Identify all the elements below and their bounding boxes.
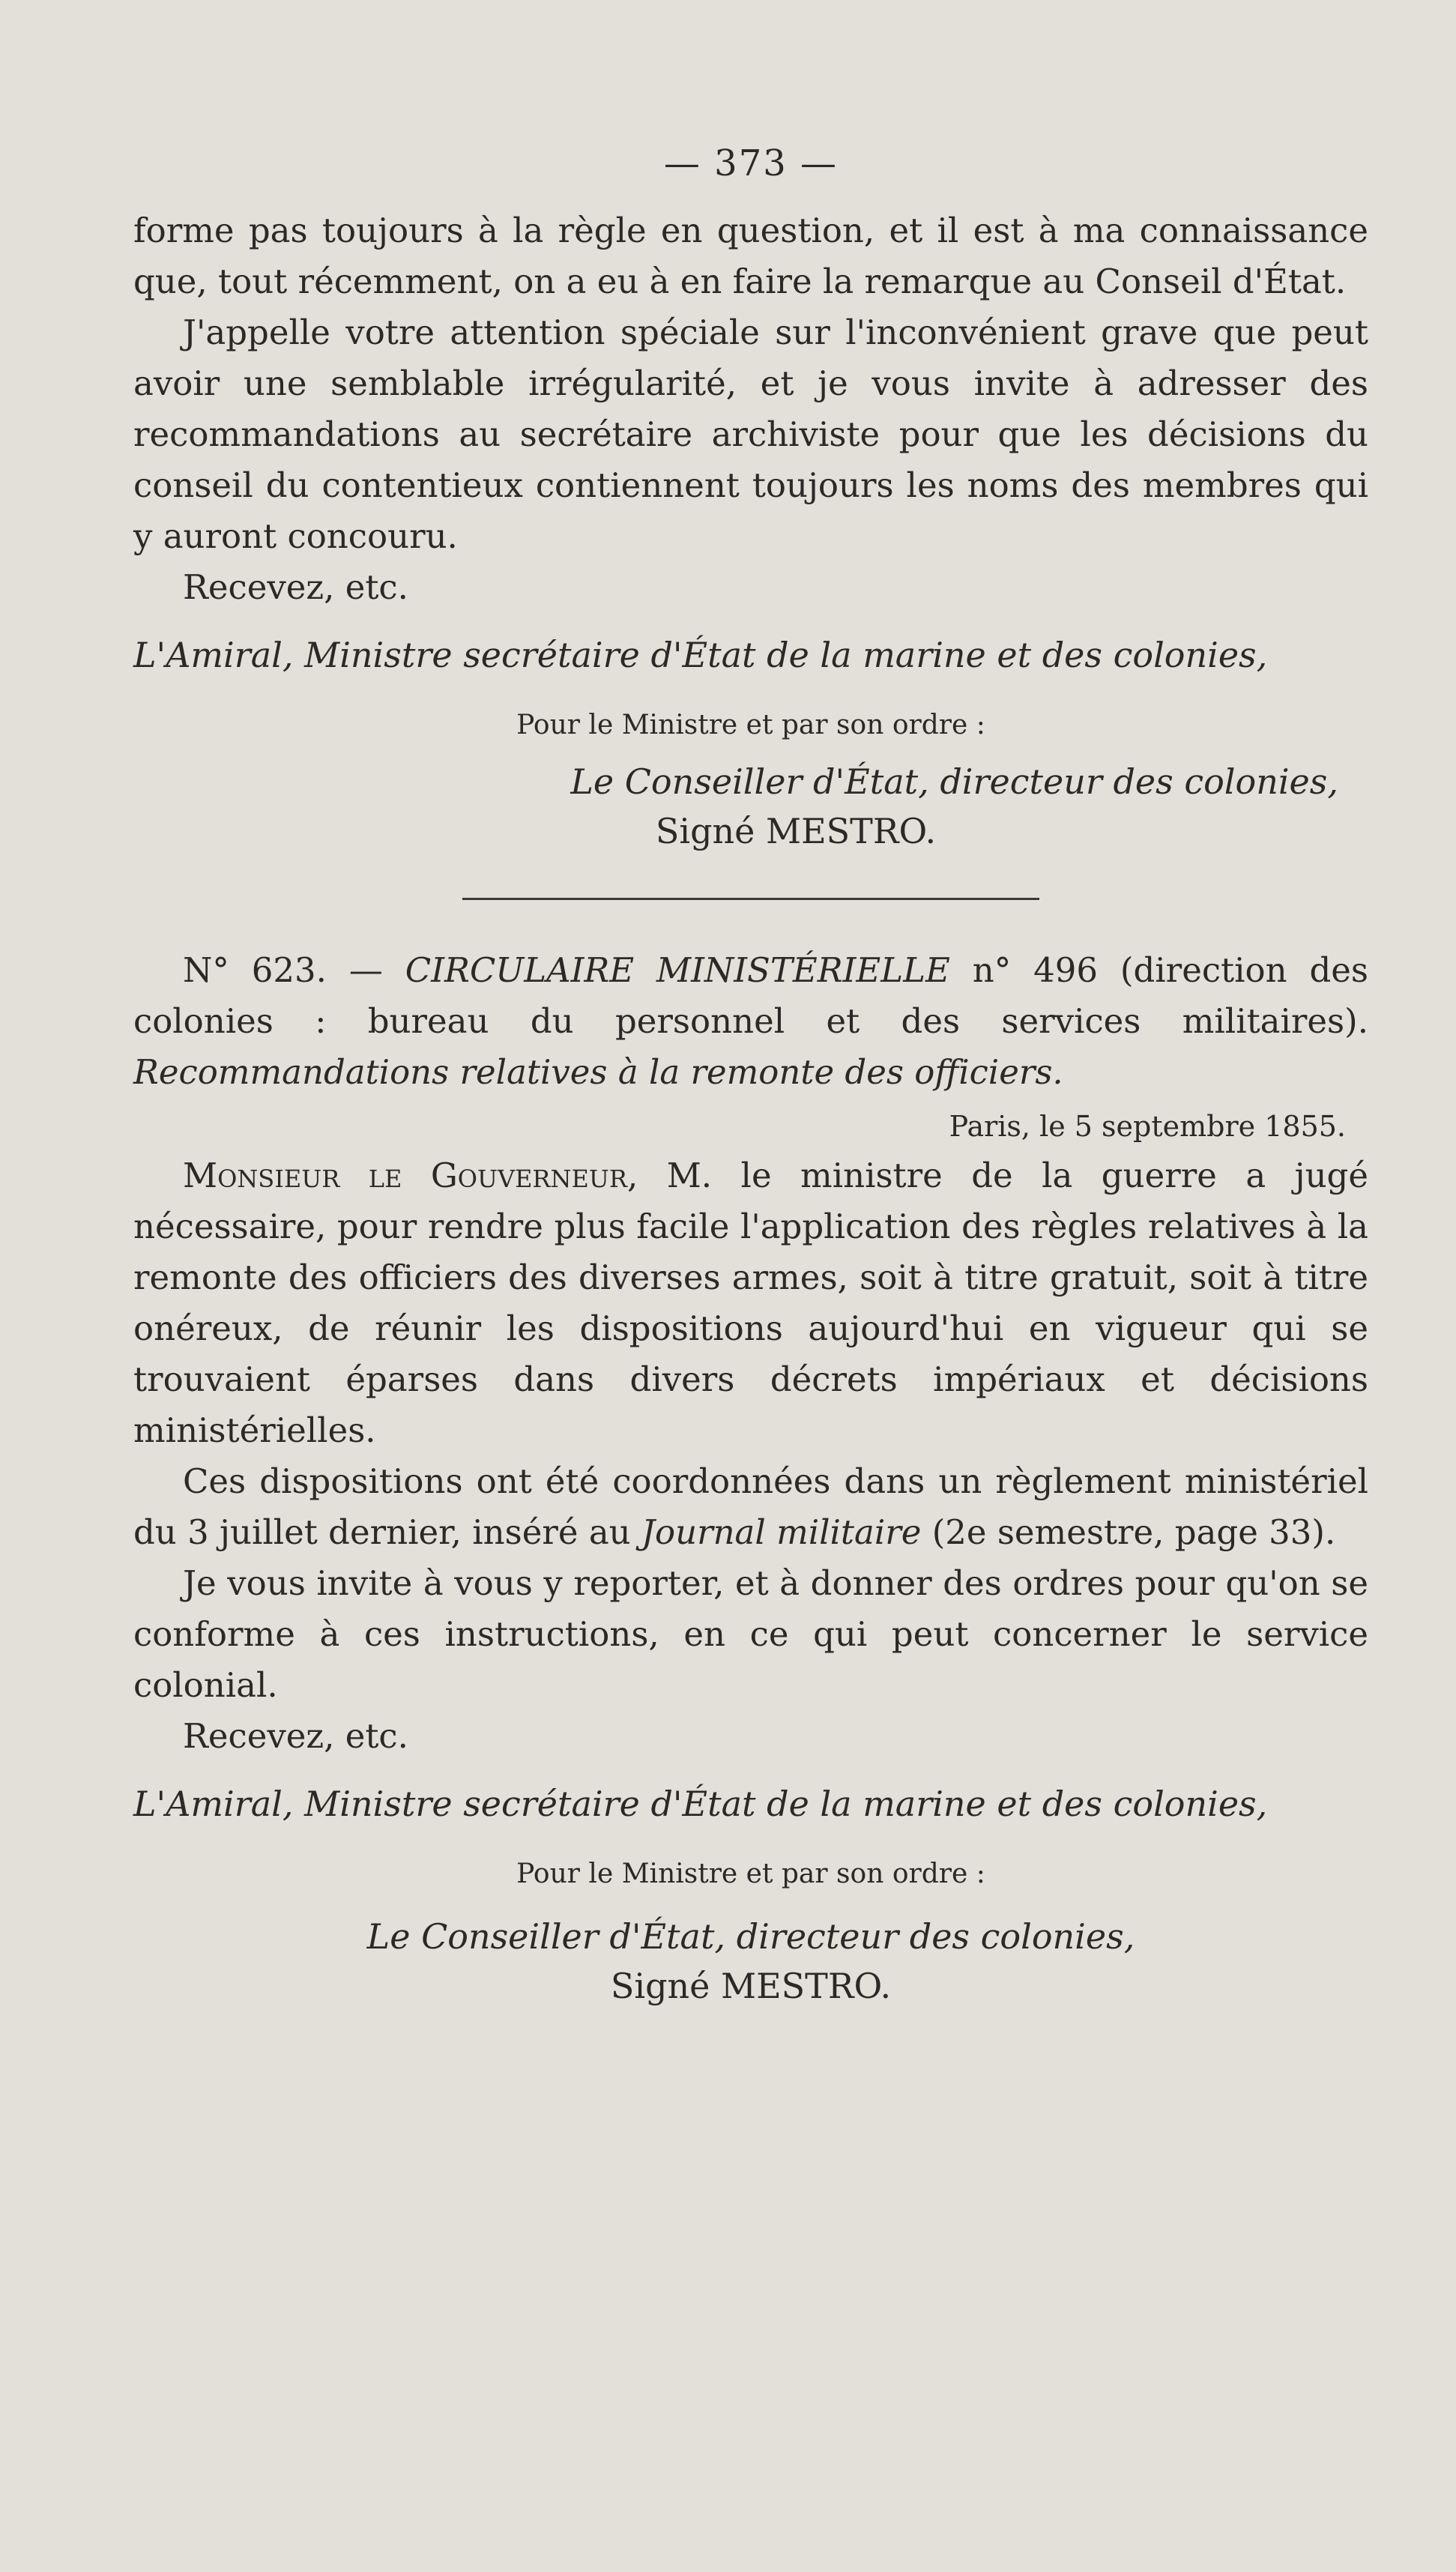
page-number: — 373 — [663, 142, 839, 184]
page-content [133, 142, 1368, 2011]
circular-title: CIRCULAIRE MINISTÉRIELLE [405, 950, 950, 990]
circular-dash: — [348, 950, 383, 990]
paragraph-body-2-start: Ces dispositions ont été coordonnées dans un règlement ministériel du 3 juillet dernier, inséré au [133, 1461, 1368, 1552]
circular-description: (direction des colonies : bureau du personnel et des services militaires). [133, 950, 1368, 1041]
paragraph-body-1 [133, 1150, 1368, 1456]
signature-counsel-2: Le Conseiller d'État, directeur des colonies, [366, 1916, 1135, 1957]
signature-title: L'Amiral, Ministre secrétaire d'État de la marine et des colonies, [133, 635, 1268, 675]
paragraph-continuation: forme pas toujours à la règle en question, et il est à ma connaissance que, tout récemment, on a eu à en faire la remarque au Conseil d'État. [133, 211, 1368, 301]
paragraph-body-4: Recevez, etc. [183, 1716, 408, 1756]
signature-signed: Signé MESTRO. [655, 811, 937, 851]
journal-reference: Journal militaire [641, 1512, 922, 1552]
signature-order: Pour le Ministre et par son ordre : [516, 710, 985, 740]
circular-date: Paris, le 5 septembre 1855. [949, 1110, 1346, 1143]
signature-counsel: Le Conseiller d'État, directeur des colonies, [570, 761, 1338, 802]
paragraph-closing: Recevez, etc. [183, 567, 408, 607]
circular-subject: Recommandations relatives à la remonte des officiers. [133, 1052, 1063, 1092]
signature-title-2: L'Amiral, Ministre secrétaire d'État de la marine et des colonies, [133, 1784, 1268, 1824]
paragraph-body-2-end: (2e semestre, page 33). [931, 1512, 1336, 1552]
signature-signed-2: Signé MESTRO. [610, 1966, 892, 2006]
paragraph-body-1-text: , M. le ministre de la guerre a jugé nécessaire, pour rendre plus facile l'application des règles relatives à la remonte des officiers des diverses armes, soit à titre gratuit, soit à titre onéreux, de réunir les dispositions aujourd'hui en vigueur qui se trouvaient éparses dans divers décrets impériaux et décisions ministérielles. [133, 1156, 1368, 1450]
paragraph-body-3: Je vous invite à vous y reporter, et à donner des ordres pour qu'on se conforme à ces instructions, en ce qui peut concerner le service colonial. [133, 1563, 1368, 1705]
section-divider [462, 898, 1039, 900]
paragraph-attention: J'appelle votre attention spéciale sur l'inconvénient grave que peut avoir une semblable irrégularité, et je vous invite à adresser des recommandations au secrétaire archiviste pour que les décisions du conseil du contentieux contiennent toujours les noms des membres qui y auront concouru. [133, 313, 1368, 556]
salutation: Monsieur le Gouverneur [183, 1156, 627, 1195]
paragraph-body-2 [133, 1456, 1368, 1558]
signature-order-2: Pour le Ministre et par son ordre : [516, 1859, 985, 1889]
circular-number: N° 623. [183, 950, 327, 990]
circular-heading [133, 945, 1368, 1098]
circular-ref: n° 496 [972, 950, 1099, 990]
